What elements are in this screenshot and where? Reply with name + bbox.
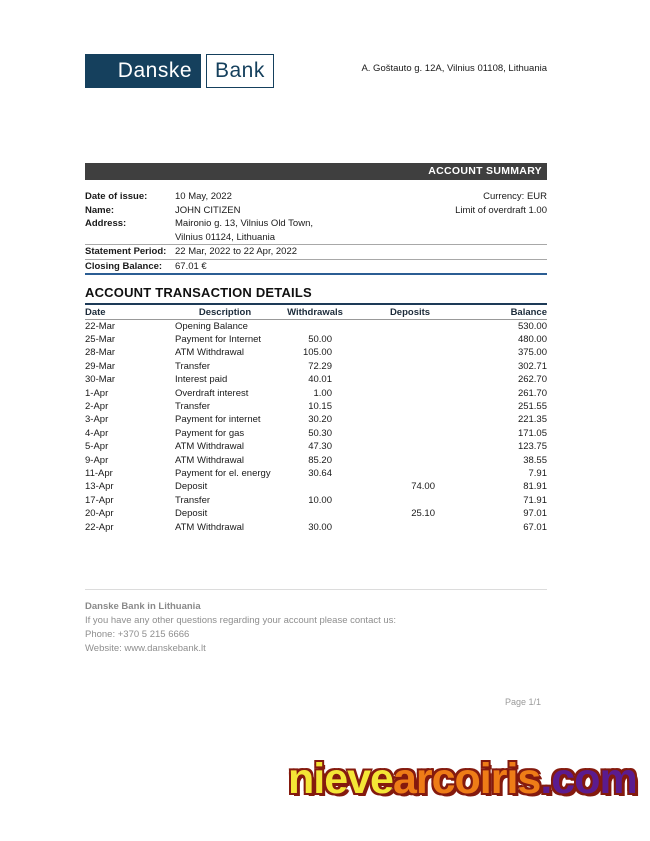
- summary-row-address2: [85, 231, 547, 245]
- txn-withdrawal: 105.00: [302, 347, 332, 359]
- txn-withdrawal: 50.00: [308, 333, 332, 345]
- txn-withdrawal: 10.00: [308, 494, 332, 506]
- txn-description: Transfer: [175, 494, 211, 506]
- col-header-description: Description: [175, 305, 275, 319]
- txn-balance: 375.00: [517, 347, 547, 359]
- txn-date: 22-Mar: [85, 320, 116, 332]
- txn-withdrawal: 1.00: [313, 387, 332, 399]
- txn-deposit: [355, 494, 465, 507]
- txn-withdrawal: 72.29: [308, 360, 332, 372]
- txn-balance: 123.75: [517, 441, 547, 453]
- logo-danske-box: Danske: [85, 54, 201, 88]
- txn-balance: 81.91: [523, 481, 547, 493]
- page-number: Page 1/1: [504, 697, 541, 707]
- txn-date: 30-Mar: [85, 374, 116, 386]
- summary-row-closing: [85, 259, 547, 274]
- table-row: [85, 440, 547, 453]
- txn-description: Interest paid: [175, 374, 228, 386]
- name-label: Name:: [85, 204, 115, 216]
- txn-description: Deposit: [175, 508, 208, 520]
- watermark-part2: arcoiris: [392, 755, 541, 803]
- txn-deposit: [355, 440, 465, 453]
- statement-period-value: 22 Mar, 2022 to 22 Apr, 2022: [175, 246, 298, 257]
- logo-bank-box: Bank: [206, 54, 274, 88]
- watermark-part3: .com: [540, 755, 637, 803]
- summary-row-address: [85, 217, 547, 231]
- col-header-withdrawals: Withdrawals: [275, 305, 355, 319]
- name-value: JOHN CITIZEN: [175, 204, 241, 216]
- txn-balance: 251.55: [517, 400, 547, 412]
- txn-description: Transfer: [175, 360, 211, 372]
- table-row: [85, 480, 547, 493]
- txn-deposit: [355, 373, 465, 386]
- txn-withdrawal: [275, 480, 355, 493]
- address-line2: Vilnius 01124, Lithuania: [175, 231, 276, 243]
- txn-balance: 480.00: [517, 333, 547, 345]
- transactions-table: [85, 305, 547, 534]
- txn-balance: 171.05: [517, 427, 547, 439]
- txn-date: 17-Apr: [85, 494, 114, 506]
- txn-balance: 97.01: [523, 508, 547, 520]
- txn-balance: 221.35: [517, 414, 547, 426]
- footer-title: Danske Bank in Lithuania: [85, 601, 201, 612]
- table-row: [85, 400, 547, 413]
- txn-date: 28-Mar: [85, 347, 116, 359]
- table-row: [85, 467, 547, 480]
- txn-balance: 261.70: [517, 387, 547, 399]
- txn-date: 29-Mar: [85, 360, 116, 372]
- summary-row-name: [85, 204, 547, 218]
- overdraft-limit-value: Limit of overdraft 1.00: [455, 204, 547, 216]
- currency-value: Currency: EUR: [483, 191, 547, 202]
- txn-description: Deposit: [175, 481, 208, 493]
- table-row: [85, 454, 547, 467]
- closing-balance-label: Closing Balance:: [85, 260, 163, 272]
- txn-withdrawal: [275, 507, 355, 520]
- txn-deposit: [355, 360, 465, 373]
- txn-description: ATM Withdrawal: [175, 441, 244, 453]
- table-header-row: [85, 305, 547, 319]
- txn-description: Overdraft interest: [175, 387, 249, 399]
- table-row: [85, 333, 547, 346]
- table-row: [85, 494, 547, 507]
- txn-withdrawal: 85.20: [308, 454, 332, 466]
- statement-period-label: Statement Period:: [85, 246, 167, 257]
- statement-header: [85, 54, 547, 88]
- txn-description: Payment for gas: [175, 427, 245, 439]
- table-row: [85, 427, 547, 440]
- txn-description: ATM Withdrawal: [175, 454, 244, 466]
- closing-balance-value: 67.01 €: [175, 260, 207, 272]
- txn-deposit: [355, 400, 465, 413]
- txn-deposit: [355, 319, 465, 333]
- footer-phone: Phone: +370 5 215 6666: [85, 629, 190, 640]
- watermark: [288, 755, 637, 804]
- txn-balance: 262.70: [517, 374, 547, 386]
- statement-footer: [85, 589, 547, 656]
- table-row: [85, 387, 547, 400]
- bank-address: A. Goštauto g. 12A, Vilnius 01108, Lithuania: [361, 63, 547, 74]
- txn-deposit: [355, 467, 465, 480]
- footer-contact-line: If you have any other questions regarding your account please contact us:: [85, 615, 397, 626]
- txn-date: 2-Apr: [85, 400, 109, 412]
- txn-balance: 38.55: [523, 454, 547, 466]
- watermark-part1: nieve: [288, 755, 393, 803]
- col-header-date: Date: [85, 305, 175, 319]
- txn-description: ATM Withdrawal: [175, 521, 244, 533]
- txn-deposit: 74.00: [411, 481, 435, 493]
- txn-deposit: [355, 454, 465, 467]
- table-row: [85, 360, 547, 373]
- address-label: Address:: [85, 218, 127, 229]
- date-of-issue-label: Date of issue:: [85, 191, 148, 202]
- txn-withdrawal: 40.01: [308, 374, 332, 386]
- txn-deposit: [355, 413, 465, 426]
- txn-deposit: [355, 521, 465, 534]
- summary-row-date-of-issue: [85, 190, 547, 204]
- txn-date: 9-Apr: [85, 454, 109, 466]
- table-row: [85, 413, 547, 426]
- txn-date: 13-Apr: [85, 481, 114, 493]
- table-row: [85, 507, 547, 520]
- txn-date: 22-Apr: [85, 521, 114, 533]
- txn-description: Payment for internet: [175, 414, 261, 426]
- txn-date: 11-Apr: [85, 467, 113, 479]
- txn-deposit: [355, 346, 465, 359]
- address-line1: Maironio g. 13, Vilnius Old Town,: [175, 218, 314, 229]
- txn-description: ATM Withdrawal: [175, 347, 244, 359]
- txn-withdrawal: [275, 319, 355, 333]
- txn-withdrawal: 47.30: [308, 441, 332, 453]
- table-row: [85, 373, 547, 386]
- txn-withdrawal: 30.20: [308, 414, 332, 426]
- txn-description: Payment for el. energy: [175, 467, 271, 479]
- account-summary-table: [85, 190, 547, 275]
- txn-deposit: 25.10: [411, 508, 435, 520]
- table-row: [85, 346, 547, 359]
- txn-date: 1-Apr: [85, 387, 109, 399]
- txn-date: 3-Apr: [85, 414, 109, 426]
- footer-website: Website: www.danskebank.lt: [85, 643, 206, 654]
- transactions-section: [85, 285, 547, 534]
- date-of-issue-value: 10 May, 2022: [175, 191, 232, 202]
- col-header-deposits: Deposits: [355, 305, 465, 319]
- txn-withdrawal: 50.30: [308, 427, 332, 439]
- summary-row-period: [85, 244, 547, 259]
- table-row: [85, 521, 547, 534]
- txn-balance: 7.91: [528, 467, 547, 479]
- txn-date: 25-Mar: [85, 333, 116, 345]
- transactions-title: ACCOUNT TRANSACTION DETAILS: [85, 285, 547, 305]
- txn-date: 5-Apr: [85, 441, 109, 453]
- danske-bank-logo: [85, 54, 274, 88]
- col-header-balance: Balance: [465, 305, 547, 319]
- txn-date: 4-Apr: [85, 427, 109, 439]
- txn-balance: 530.00: [517, 320, 547, 332]
- txn-deposit: [355, 387, 465, 400]
- txn-description: Opening Balance: [175, 320, 248, 332]
- txn-withdrawal: 30.64: [308, 467, 332, 479]
- txn-date: 20-Apr: [85, 508, 114, 520]
- txn-withdrawal: 10.15: [308, 400, 332, 412]
- txn-balance: 302.71: [517, 360, 547, 372]
- txn-description: Transfer: [175, 400, 211, 412]
- txn-withdrawal: 30.00: [308, 521, 332, 533]
- txn-balance: 67.01: [523, 521, 547, 533]
- txn-balance: 71.91: [523, 494, 547, 506]
- table-row: [85, 319, 547, 333]
- account-summary-bar: ACCOUNT SUMMARY: [85, 163, 547, 180]
- txn-description: Payment for Internet: [175, 333, 262, 345]
- txn-deposit: [355, 427, 465, 440]
- txn-deposit: [355, 333, 465, 346]
